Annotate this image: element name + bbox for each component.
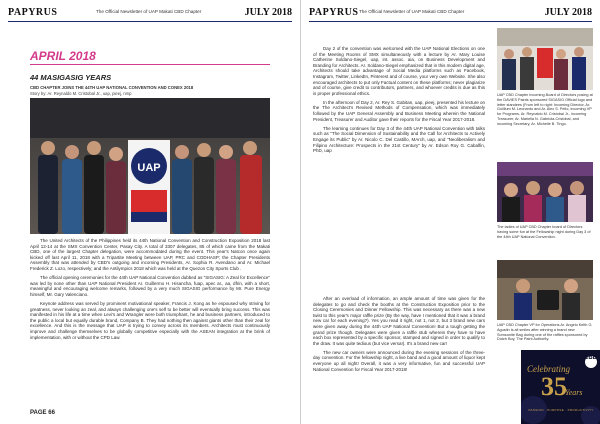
article-body-left	[30, 238, 270, 344]
newsletter-tagline: The Official Newsletter of UAP Makati CBD Chapter	[96, 9, 202, 14]
board-photo	[497, 28, 593, 90]
paragraph: The learning continues for Day 3 of the 44th UAP National Convention with talks such as "The Social Dimension of Sustainability and the Call for Architects to Actively Engage its Public" by Ar. Nicolo C. Del Castillo, MArch, uap, and "Neoliberalism and Filipino Architecture: Prospects in the 21st Century" by Ar. Edson Roy G. Cabalfin, PhD, uap	[313, 125, 485, 154]
section-heading: APRIL 2018	[30, 49, 96, 63]
newsletter-tagline: The Official Newsletter of UAP Makati CBD Chapter	[359, 9, 465, 14]
ad-years-word: Years	[565, 388, 583, 397]
section-divider	[30, 64, 270, 65]
article-byline: Story by: Ar. Reynaldo M. Cristobal Jr., uap, pieej, nmp	[30, 91, 132, 96]
paragraph: The official opening ceremonies for the 44th UAP National Convention dubbed as "SIGASIG: A Zeal for Excellence" was led by none other than UAP National President Ar. Guillermo H. Hisancha, fuap, apec ar., aa, dfrin, with a short, meaningful and encouraging welcome remarks, followed by a very much SIGASIG performance by Mr. Pure Energy himself, Mr. Gary Valenciano.	[30, 275, 270, 297]
ad-years-number: 35	[541, 372, 567, 401]
svg-text:UAP: UAP	[137, 162, 161, 174]
ad-tagline: PASSION · PURPOSE · PRODUCTIVITY	[528, 408, 594, 412]
paragraph: The new car owners were announced during the evening sessions of the three-day convention. For the fellowship night, a live band and a good amount of liquor kept everyone up all night! Overall, it was a very informative, fun and successful UAP National Convention for Fiscal Year 2017-2018!	[313, 349, 485, 372]
photo-caption: UAP CBD Chapter VP for Operations Ar. Angelo Keith G. Agustin is all smiles after winning a brand new Somsonite Bag during one of the raffles sponsored by Dutch Boy, The Paint Authority.	[497, 323, 593, 342]
page-header-right	[309, 7, 592, 22]
paragraph: The United Architects of the Philippines held its 44th National Convention and Construction Exposition 2018 last April 12-14 at the SMX Convention Center, Pasay City. A total of 3307 delegates, 85 of which came from the Makati CBD, one of the largest Chapter delegation, were accommodated during the event. This year's Natcon once again kicked off last April 11, 2018 with a Tripartite Meeting between UAP, PRC and CODHASP; the Chapter Presidents Assembly that was attended by CBD's outgoing and incoming Presidents, Ar. Sophia R. Avendano and Ar. Michael Frederick Z. Lozo, respectively; and the Antilympics 2018 which was held at the Quezon City Sports Club .	[30, 238, 270, 271]
article-body-right-bottom	[313, 296, 485, 376]
article-subtitle: CBD CHAPTER JOINS THE 44TH UAP NATIONAL CONVENTION AND CONEX 2018	[30, 85, 194, 90]
newsletter-brand: PAPYRUS	[309, 7, 359, 18]
paragraph: After an overload of information, an ample amount of time was given for the delegates to go and check the booths at the Construction Exposition prior to the Closing Ceremonies and Dinner Fellowship. This was necessary as there was a new twist to this year's major raffle prize (By the way, have I mentioned that it was a brand new car for each evening?). Yes you read it right, not 1, not 2, but 3 brand new cars were given away during the 44th UAP National Convention! But a tough getting the grand prize though. Delegates were given a raffle stub wherein they have to have each box represented by a specific sponsor, stamped and signed in order to qualify to the draw. It was quite tedious (but vice versa!). It's a brand new car!	[313, 296, 485, 346]
raffle-winner-photo	[497, 260, 593, 320]
ad-script: Celebrating	[527, 364, 570, 374]
paragraph: Keynote address was served by prominent motivational speaker, Francis J. Kong as he espoused why striving for greatness, never looking an zeal, and always challenging one's self to be better will eventually bring success. This was manifested in his life at a time when Levi's and Wrangler were both triumphant, he and business partners, introduced to the public a local but equally durable brand, Company B. They had nothing then against giants other than their zeal for excellence. And this is the message that UAP is trying to convey across its members. Architects must continuously improve and challenge themselves to be globally competitive especially with the ASEAN integration at the brink of implementation, with or without the CPD Law.	[30, 300, 270, 340]
anniversary-ad	[521, 350, 600, 424]
article-body-right-top	[313, 46, 485, 157]
page-number: PAGE 66	[30, 410, 55, 416]
ladies-photo	[497, 162, 593, 222]
photo-caption: The ladies of UAP CBD Chapter board of Directors having some fun at the Fellowship night during Day 3 of the 44th UAP National Convention.	[497, 225, 591, 239]
group-photo	[30, 98, 270, 234]
photo-caption: UAP CBD Chapter incoming Board of Directors posing at the DAVIES Paints sponsored SIGASIG Official logo and letter standees (From left to right: Incoming Director, Ar. Guillium M. Leonardo and Ar. Alex S. Pello, incoming VP for Programs, Ar. Reynaldo M. Cristobal Jr., incoming Treasurer, Ar. Mariella N. Gabriola-Cristobal, and incoming Secretary, Ar. Michelle B. Tingo.	[497, 93, 593, 126]
page-header-left	[8, 7, 292, 22]
cbd-logo: CBD	[584, 355, 597, 361]
issue-month: JULY 2018	[244, 7, 292, 18]
right-page	[300, 0, 600, 424]
paragraph: In the afternoon of Day 2, Ar. Rey S. Gabitan, uap, pieej, presented his lecture on the The Architect's Revised Methods of Compensation, which was immediately followed by the UAP General Assembly and Business Meeting wherein the National President, Treasurer and Auditor gave their reports for the Fiscal Year 2017-2018.	[313, 99, 485, 122]
article-title: 44 MASIGASIG YEARS	[30, 73, 112, 82]
newsletter-brand: PAPYRUS	[8, 7, 58, 18]
issue-month: JULY 2018	[544, 7, 592, 18]
paragraph: Day 2 of the convention was welcomed with the UAP National Elections on one of the Meeting Rooms of SMX simultaneously with a lecture by Ar. Mary Louise Catherine Soldano-Siegel, uap, int. assoc. aia, on Business Development and Branding for Architects. Ar. Soldano-Siegel emphasized that in this modern digital age, Architects should take advantage of Social Media platforms such as Facebook, Instagram, Twitter, LinkedIn, Pinterest and of course, your very own Website. She also encouraged architects to put only Factual content on these platforms; never plagiarize and of course, give credit to contributors, partners, and whoever credits is due as this is proper professional ethics.	[313, 46, 485, 96]
